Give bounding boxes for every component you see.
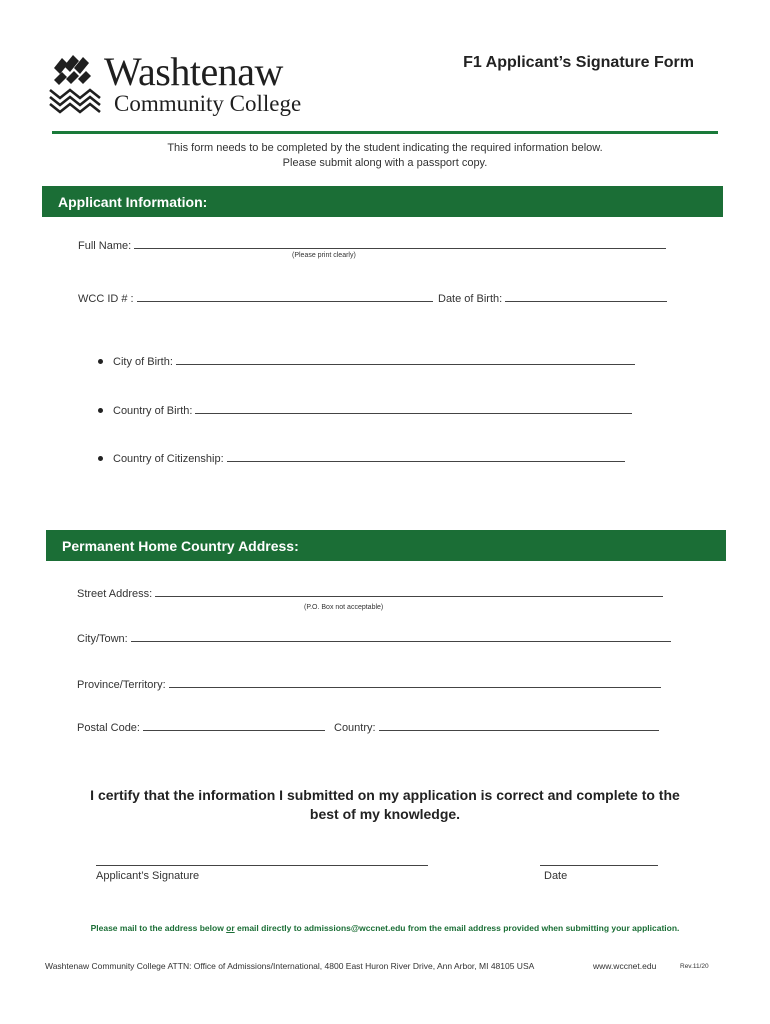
footer-website[interactable]: www.wccnet.edu [593, 961, 657, 971]
dob-line[interactable] [505, 292, 667, 302]
form-title: F1 Applicant’s Signature Form [463, 54, 694, 71]
certification-line1: I certify that the information I submitted on my application is correct and complete to the [90, 787, 680, 803]
date-label: Date [544, 870, 568, 882]
postal-code-field[interactable] [77, 721, 325, 734]
street-address-hint: (P.O. Box not acceptable) [304, 604, 384, 611]
city-of-birth-field[interactable] [98, 355, 635, 368]
city-of-birth-line[interactable] [176, 355, 635, 365]
address-section-header [46, 530, 726, 561]
province-label: Province/Territory: [77, 679, 166, 691]
mail-instructions-part2: email directly to admissions@wccnet.edu from the email address provided when submitting your application. [234, 923, 680, 933]
address-section-title: Permanent Home Country Address: [62, 537, 299, 554]
mail-instructions-part1: Please mail to the address below [90, 923, 227, 933]
wcc-id-line[interactable] [137, 292, 433, 302]
country-of-citizenship-line[interactable] [227, 452, 625, 462]
city-of-birth-label: City of Birth: [113, 356, 173, 368]
intro-line1: This form needs to be completed by the student indicating the required information below. [167, 142, 603, 154]
certification-line2: best of my knowledge. [309, 806, 461, 822]
street-address-line[interactable] [155, 587, 663, 597]
signature-label: Applicant’s Signature [96, 870, 200, 882]
logo-name-line2: Community College [114, 91, 302, 116]
intro-line2: Please submit along with a passport copy. [282, 157, 488, 169]
country-of-birth-label: Country of Birth: [113, 405, 193, 417]
country-field[interactable] [334, 721, 659, 734]
logo-name-line1: Washtenaw [104, 49, 283, 94]
country-of-citizenship-label: Country of Citizenship: [113, 453, 224, 465]
city-town-label: City/Town: [77, 633, 128, 645]
header-divider [52, 131, 718, 134]
footer-revision: Rev.11/20 [680, 963, 709, 970]
mail-instructions [0, 923, 770, 933]
country-of-birth-field[interactable] [98, 404, 632, 417]
full-name-label: Full Name: [78, 240, 132, 252]
street-address-field[interactable] [77, 587, 663, 600]
bullet-icon [98, 456, 103, 461]
full-name-hint: (Please print clearly) [292, 252, 356, 259]
country-of-birth-line[interactable] [195, 404, 632, 414]
bullet-icon [98, 359, 103, 364]
full-name-line[interactable] [134, 239, 666, 249]
mail-instructions-or: or [226, 923, 235, 933]
dob-field[interactable] [438, 292, 667, 305]
country-line[interactable] [379, 721, 659, 731]
city-town-line[interactable] [131, 632, 671, 642]
province-line[interactable] [169, 678, 661, 688]
wcc-id-field[interactable] [78, 292, 433, 305]
street-address-label: Street Address: [77, 588, 153, 600]
footer-address: Washtenaw Community College ATTN: Office of Admissions/International, 4800 East Huron River Drive, Ann Arbor, MI 48105 USA [45, 961, 535, 971]
province-field[interactable] [77, 678, 661, 691]
postal-code-label: Postal Code: [77, 722, 140, 734]
country-of-citizenship-field[interactable] [98, 452, 625, 465]
applicant-section-header [42, 186, 723, 217]
applicant-section-title: Applicant Information: [58, 193, 208, 210]
postal-code-line[interactable] [143, 721, 325, 731]
wcc-id-label: WCC ID # : [78, 293, 134, 305]
bullet-icon [98, 408, 103, 413]
signature-line[interactable] [96, 864, 428, 866]
country-label: Country: [334, 722, 376, 734]
date-line[interactable] [540, 864, 658, 866]
full-name-field[interactable] [78, 239, 666, 252]
city-town-field[interactable] [77, 632, 671, 645]
dob-label: Date of Birth: [438, 293, 503, 305]
